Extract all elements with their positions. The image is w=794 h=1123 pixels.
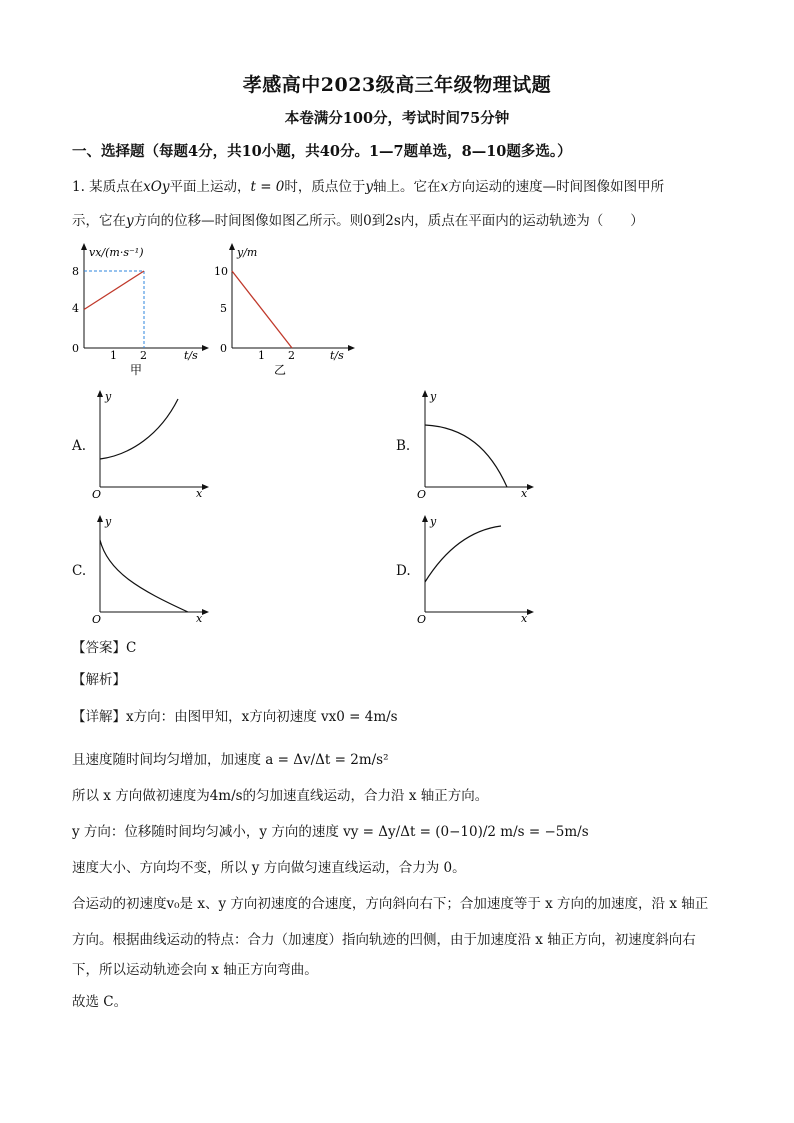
y-tick-label: 8 — [72, 265, 79, 278]
section-heading: 一、选择题（每题4分，共10小题，共40分。1—7题单选，8—10题多选。） — [72, 143, 572, 160]
y-tick-label: 4 — [72, 302, 79, 315]
page-subtitle: 本卷满分100分，考试时间75分钟 — [284, 110, 510, 127]
origin-label: O — [92, 488, 102, 501]
detail-line-1 — [72, 707, 398, 727]
axis-label-x: x — [196, 487, 203, 500]
origin-label: O — [417, 488, 427, 501]
x-tick-label: 2 — [140, 349, 147, 362]
q-text: 示，它在 — [72, 213, 126, 229]
x-axis-label: t/s — [184, 349, 198, 362]
question-line-2 — [72, 211, 644, 231]
q-text: 时，质点位于 — [284, 179, 366, 195]
graph-jia — [62, 240, 212, 380]
axis-label-y: y — [430, 390, 437, 403]
analysis-heading: 【解析】 — [72, 672, 126, 688]
detail-prefix: 【详解】 — [72, 709, 126, 725]
origin-label: O — [417, 613, 427, 626]
x-axis-label: t/s — [330, 349, 344, 362]
question-line-1 — [72, 177, 664, 197]
detail-text: x方向：由图甲知，x方向初速度 vx0 = 4m/s — [126, 709, 398, 725]
answer-line: 【答案】C — [72, 640, 137, 656]
y-axis-arrow — [97, 515, 103, 522]
graph-caption: 乙 — [274, 363, 287, 377]
detail-line-3: 所以 x 方向做初速度为4m/s的匀加速直线运动，合力沿 x 轴正方向。 — [72, 788, 489, 804]
detail-line-9: 故选 C。 — [72, 994, 128, 1010]
trajectory-curve — [100, 540, 188, 612]
x-axis-arrow — [202, 484, 209, 490]
page-title: 孝感高中2023级高三年级物理试题 — [242, 74, 552, 96]
axis-label-x: x — [196, 612, 203, 625]
q-text: 平面上运动， — [169, 179, 251, 195]
option-d-label: D. — [396, 563, 411, 579]
y-axis-arrow — [97, 390, 103, 397]
detail-line-6: 合运动的初速度v₀是 x、y 方向初速度的合速度，方向斜向右下；合加速度等于 x 方向的加速度，沿 x 轴正 — [72, 896, 709, 912]
option-c-label: C. — [72, 563, 87, 579]
detail-line-8: 下，所以运动轨迹会向 x 轴正方向弯曲。 — [72, 962, 318, 978]
graph-caption: 甲 — [130, 363, 143, 377]
x-tick-label: 1 — [258, 349, 265, 362]
axis-label-x: x — [521, 487, 528, 500]
q-sym-x: x — [440, 179, 449, 195]
origin-label: O — [92, 613, 102, 626]
detail-line-7: 方向。根据曲线运动的特点：合力（加速度）指向轨迹的凹侧，由于加速度沿 x 轴正方向，初速度斜向右 — [72, 932, 696, 948]
q-text: 方向的位移—时间图像如图乙所示。则0到 — [133, 213, 386, 229]
q-sym-t0: t = 0 — [250, 179, 285, 195]
option-a-graph — [90, 385, 215, 503]
y-axis-label: y/m — [237, 246, 258, 259]
trajectory-curve — [425, 425, 507, 487]
series-line-y — [232, 271, 292, 348]
option-b-label: B. — [396, 438, 411, 454]
option-c-graph — [90, 510, 215, 628]
y-axis-arrow — [422, 515, 428, 522]
x-axis-arrow — [348, 345, 355, 351]
y-tick-label: 5 — [220, 302, 227, 315]
detail-line-5: 速度大小、方向均不变，所以 y 方向做匀速直线运动，合力为 0。 — [72, 860, 466, 876]
q-text: 内，质点在平面内的运动轨迹为（ ） — [400, 213, 644, 229]
option-b-graph — [415, 385, 540, 503]
series-line-vx — [84, 271, 144, 310]
q-text: 1. 某质点在 — [72, 179, 144, 195]
q-sym-y: y — [365, 179, 374, 195]
option-d-graph — [415, 510, 540, 628]
y-axis-arrow — [422, 390, 428, 397]
x-axis-arrow — [202, 345, 209, 351]
x-tick-label: 1 — [110, 349, 117, 362]
y-axis-label: vx/(m·s⁻¹) — [89, 246, 144, 259]
y-tick-label: 0 — [72, 342, 79, 355]
axis-label-y: y — [105, 515, 112, 528]
axis-label-y: y — [430, 515, 437, 528]
q-text: 轴上。它在 — [373, 179, 441, 195]
trajectory-curve — [100, 399, 178, 459]
y-axis-arrow — [81, 243, 87, 250]
x-axis-arrow — [202, 609, 209, 615]
trajectory-curve — [425, 526, 501, 582]
graph-yi — [210, 240, 360, 380]
detail-line-4: y 方向：位移随时间均匀减小，y 方向的速度 vy = Δy/Δt = (0−10)/2 m/s = −5m/s — [72, 824, 589, 840]
y-tick-label: 0 — [220, 342, 227, 355]
q-sym-xoy: xOy — [143, 179, 170, 195]
q-text: 方向运动的速度—时间图像如图甲所 — [448, 179, 665, 195]
q-sym-y: y — [126, 213, 134, 229]
x-axis-arrow — [527, 484, 534, 490]
q-sym-2s: 2s — [385, 213, 401, 229]
x-axis-arrow — [527, 609, 534, 615]
axis-label-x: x — [521, 612, 528, 625]
y-axis-arrow — [229, 243, 235, 250]
y-tick-label: 10 — [214, 265, 228, 278]
axis-label-y: y — [105, 390, 112, 403]
detail-line-2: 且速度随时间均匀增加，加速度 a = Δv/Δt = 2m/s² — [72, 752, 389, 768]
option-a-label: A. — [72, 438, 87, 454]
x-tick-label: 2 — [288, 349, 295, 362]
